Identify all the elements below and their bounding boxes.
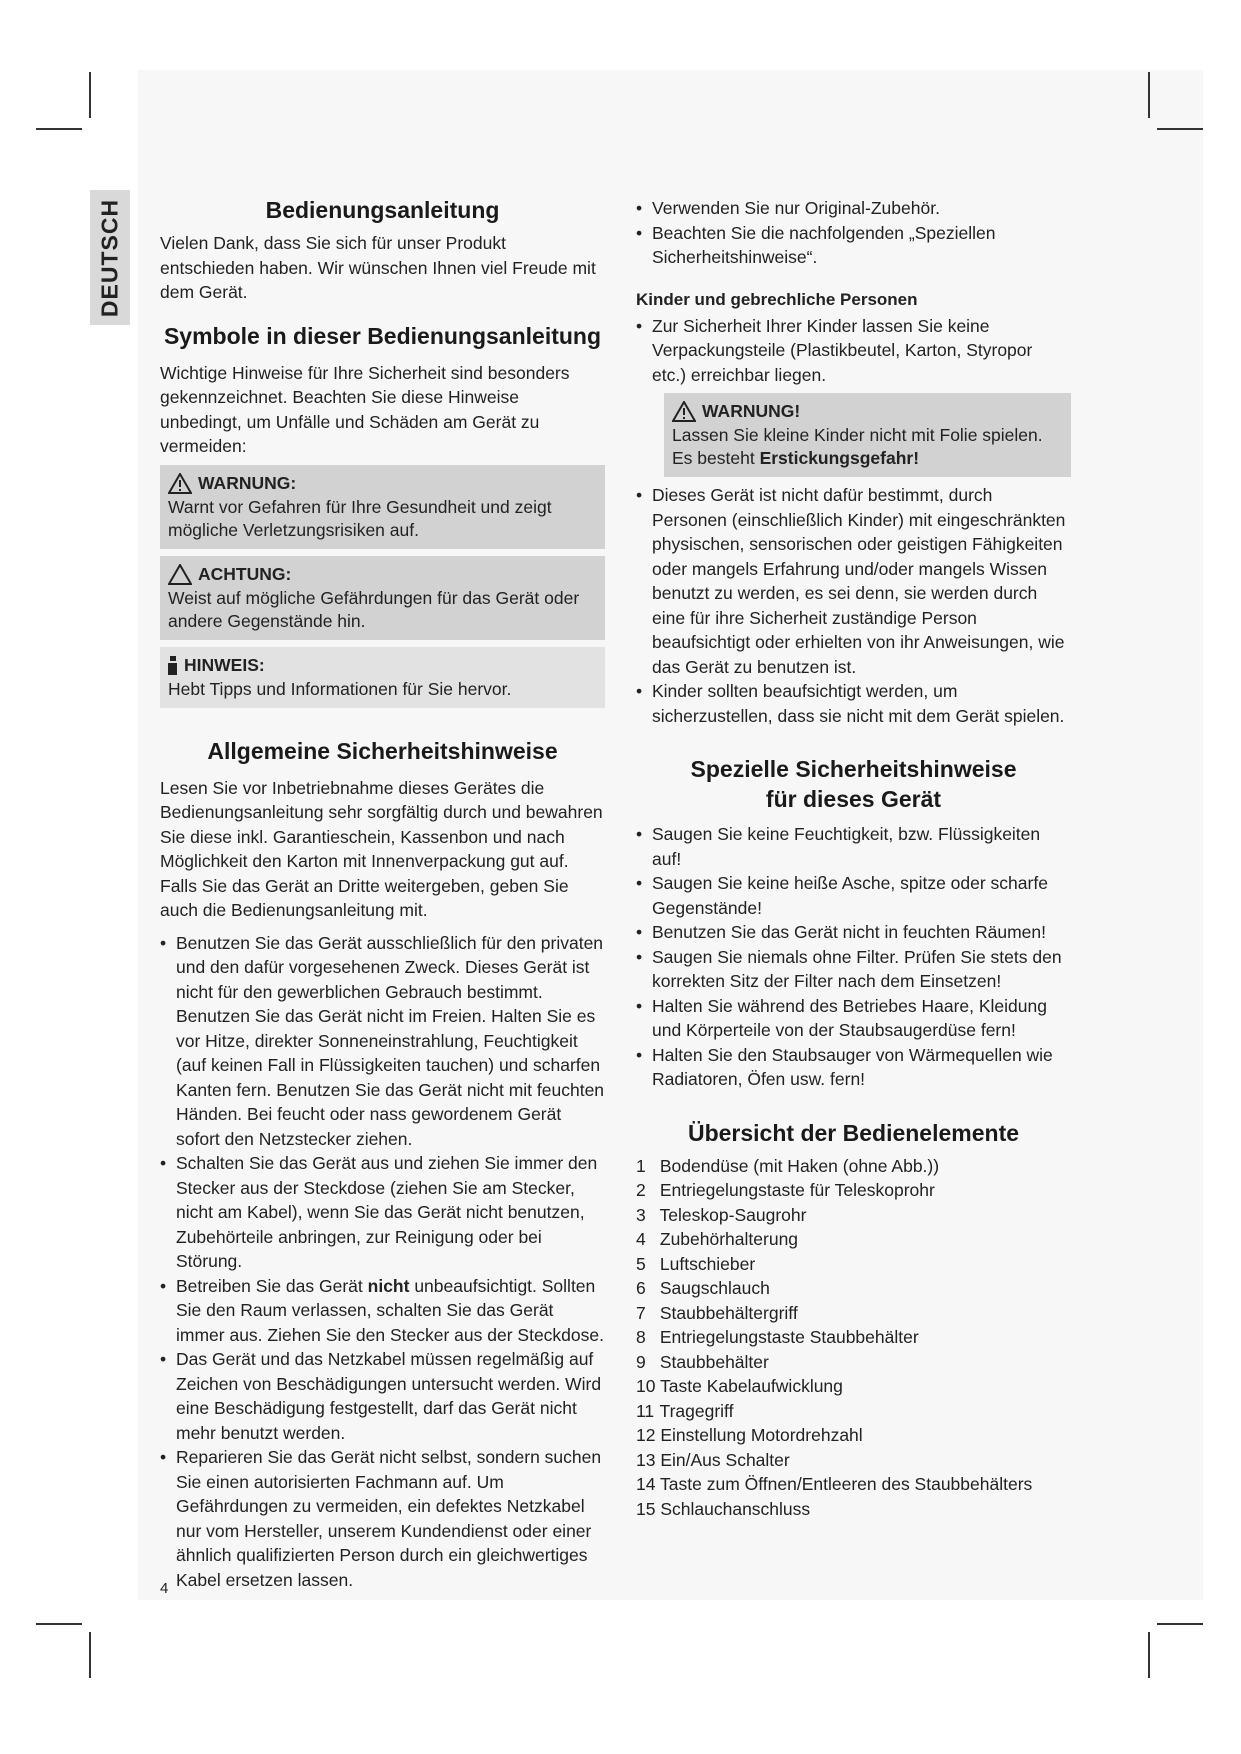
caution-label: ACHTUNG: bbox=[198, 563, 292, 584]
crop-mark bbox=[1157, 1623, 1203, 1625]
item-label: Einstellung Motordrehzahl bbox=[660, 1425, 863, 1445]
note-text: Hebt Tipps und Informationen für Sie hervor. bbox=[168, 678, 512, 699]
warning-text: Warnt vor Gefahren für Ihre Gesundheit und zeigt mögliche Verletzungsrisiken auf. bbox=[168, 496, 552, 540]
item-label: Staubbehältergriff bbox=[659, 1302, 798, 1323]
list-item-text: Betreiben Sie das Gerät bbox=[176, 1275, 368, 1296]
item-number: 2 bbox=[636, 1180, 646, 1200]
list-item: • Verwenden Sie nur Original-Zubehör. bbox=[636, 196, 1071, 221]
item-number: 6 bbox=[636, 1278, 646, 1298]
item-number: 13 bbox=[636, 1449, 656, 1470]
list-item bbox=[636, 1252, 1071, 1277]
list-item: • Reparieren Sie das Gerät nicht selbst, sondern suchen Sie einen autorisierten Fachmann auf. Um Gefährdungen zu vermeiden, ein defektes Netzkabel nur vom Hersteller, unserem Kundendienst oder einer ähnlich qualifizierten Person durch ein gleichwertiges Kabel ersetzen lassen. bbox=[160, 1445, 605, 1592]
item-number: 4 bbox=[636, 1229, 646, 1249]
item-number: 5 bbox=[636, 1253, 646, 1274]
list-item bbox=[636, 1301, 1071, 1326]
left-column bbox=[160, 195, 605, 1592]
list-item bbox=[636, 1423, 1071, 1448]
crop-mark bbox=[36, 1623, 82, 1625]
list-item: • Halten Sie während des Betriebes Haare, Kleidung und Körperteile von der Staubsaugerdüse fern! bbox=[636, 994, 1071, 1043]
item-number: 14 bbox=[636, 1474, 656, 1494]
children-warning-box bbox=[664, 393, 1071, 477]
crop-mark bbox=[1148, 1632, 1150, 1678]
language-tab bbox=[90, 190, 130, 325]
item-label: Zubehörhalterung bbox=[659, 1229, 799, 1249]
item-label: Taste Kabelaufwicklung bbox=[660, 1376, 843, 1396]
children-warning-text-bold: Erstickungsgefahr! bbox=[759, 448, 920, 468]
controls-overview-heading: Übersicht der Bedienelemente bbox=[687, 1119, 1020, 1146]
item-number: 3 bbox=[636, 1204, 646, 1225]
list-item: • Benutzen Sie das Gerät nicht in feuchten Räumen! bbox=[636, 920, 1071, 945]
item-label: Taste zum Öffnen/Entleeren des Staubbehälters bbox=[660, 1474, 1033, 1494]
item-number: 11 bbox=[636, 1400, 655, 1421]
page-title: Bedienungsanleitung bbox=[265, 197, 500, 223]
note-label: HINWEIS: bbox=[184, 654, 265, 675]
general-safety-list bbox=[160, 931, 605, 1593]
controls-overview-list bbox=[636, 1154, 1071, 1522]
caution-triangle-icon bbox=[168, 564, 192, 585]
right-column bbox=[636, 196, 1071, 1521]
item-label: Luftschieber bbox=[659, 1253, 756, 1274]
page-number: 4 bbox=[160, 1580, 169, 1597]
children-list-1 bbox=[636, 314, 1071, 388]
list-item: • Zur Sicherheit Ihrer Kinder lassen Sie keine Verpackungsteile (Plastikbeutel, Karton, Styropor etc.) erreichbar liegen. bbox=[636, 314, 1071, 388]
general-safety-intro: Lesen Sie vor Inbetriebnahme dieses Gerätes die Bedienungsanleitung sehr sorgfältig durch und bewahren Sie diese inkl. Garantieschein, Kassenbon und nach Möglichkeit den Karton mit Innenverpackung gut auf. Falls Sie das Gerät an Dritte weitergeben, geben Sie auch die Bedienungsanleitung mit. bbox=[160, 777, 603, 920]
item-number: 10 bbox=[636, 1376, 656, 1396]
list-item: • Das Gerät und das Netzkabel müssen regelmäßig auf Zeichen von Beschädigungen untersucht werden. Wird eine Beschädigung festgestellt, darf das Gerät nicht mehr benutzt werden. bbox=[160, 1347, 605, 1445]
note-head bbox=[168, 653, 597, 678]
list-item: • Beachten Sie die nachfolgenden „Speziellen Sicherheitshinweise“. bbox=[636, 221, 1071, 270]
item-label: Entriegelungstaste für Teleskoprohr bbox=[659, 1180, 935, 1200]
symbols-intro: Wichtige Hinweise für Ihre Sicherheit sind besonders gekennzeichnet. Beachten Sie diese Hinweise unbedingt, um Unfälle und Schäden am Gerät zu vermeiden: bbox=[160, 362, 570, 456]
warning-triangle-icon bbox=[168, 473, 192, 494]
list-item: • Benutzen Sie das Gerät ausschließlich für den privaten und den dafür vorgesehenen Zweck. Dieses Gerät ist nicht für den gewerblichen Gebrauch bestimmt. Benutzen Sie das Gerät nicht im Freien. Halten Sie es vor Hitze, direkter Sonneneinstrahlung, Feuchtigkeit (auf keinen Fall in Flüssigkeiten tauchen) und scharfen Kanten fern. Benutzen Sie das Gerät nicht mit feuchten Händen. Bei feucht oder nass gewordenem Gerät sofort den Netzstecker ziehen. bbox=[160, 931, 605, 1152]
special-safety-heading-line1: Spezielle Sicherheitshinweise bbox=[690, 756, 1017, 782]
list-item bbox=[160, 1274, 605, 1348]
children-heading: Kinder und gebrechliche Personen bbox=[636, 289, 918, 309]
special-safety-list bbox=[636, 822, 1071, 1092]
item-number: 9 bbox=[636, 1351, 646, 1372]
list-item bbox=[636, 1178, 1071, 1203]
caution-head bbox=[168, 562, 597, 587]
caution-box bbox=[160, 556, 605, 640]
list-item bbox=[636, 1399, 1071, 1424]
list-item bbox=[636, 1350, 1071, 1375]
list-item-emphasis: nicht bbox=[367, 1275, 410, 1296]
list-item: • Halten Sie den Staubsauger von Wärmequellen wie Radiatoren, Öfen usw. fern! bbox=[636, 1043, 1071, 1092]
item-label: Schlauchanschluss bbox=[660, 1498, 811, 1519]
warning-triangle-icon bbox=[672, 401, 696, 422]
item-label: Teleskop-Saugrohr bbox=[659, 1204, 807, 1225]
accessory-list bbox=[636, 196, 1071, 270]
children-warning-text-plain: Lassen Sie kleine Kinder nicht mit Folie spielen. Es besteht bbox=[672, 425, 1043, 468]
item-label: Bodendüse (mit Haken (ohne Abb.)) bbox=[659, 1155, 940, 1176]
language-tab-label: DEUTSCH bbox=[96, 198, 123, 317]
special-safety-heading-line2: für dieses Gerät bbox=[765, 786, 942, 812]
crop-mark bbox=[89, 72, 91, 118]
symbols-heading: Symbole in dieser Bedienungsanleitung bbox=[163, 322, 602, 349]
item-label: Staubbehälter bbox=[659, 1351, 769, 1372]
list-item: • Saugen Sie niemals ohne Filter. Prüfen Sie stets den korrekten Sitz der Filter nach dem Einsetzen! bbox=[636, 945, 1071, 994]
item-number: 15 bbox=[636, 1498, 656, 1519]
crop-mark bbox=[1148, 72, 1150, 118]
list-item: • Kinder sollten beaufsichtigt werden, um sicherzustellen, dass sie nicht mit dem Gerät spielen. bbox=[636, 679, 1071, 728]
list-item bbox=[636, 1276, 1071, 1301]
list-item: • Saugen Sie keine heiße Asche, spitze oder scharfe Gegenstände! bbox=[636, 871, 1071, 920]
item-label: Tragegriff bbox=[659, 1400, 734, 1421]
item-number: 7 bbox=[636, 1302, 646, 1323]
item-label: Saugschlauch bbox=[659, 1278, 770, 1298]
general-safety-heading: Allgemeine Sicherheitshinweise bbox=[207, 737, 558, 764]
item-number: 1 bbox=[636, 1155, 646, 1176]
item-label: Entriegelungstaste Staubbehälter bbox=[659, 1327, 919, 1347]
item-number: 8 bbox=[636, 1327, 646, 1347]
list-item bbox=[636, 1227, 1071, 1252]
info-icon bbox=[168, 656, 178, 675]
warning-label: WARNUNG: bbox=[198, 472, 297, 493]
crop-mark bbox=[36, 128, 82, 130]
crop-mark bbox=[89, 1632, 91, 1678]
intro-text: Vielen Dank, dass Sie sich für unser Produkt entschieden haben. Wir wünschen Ihnen viel Freude mit dem Gerät. bbox=[160, 233, 596, 302]
caution-text: Weist auf mögliche Gefährdungen für das Gerät oder andere Gegenstände hin. bbox=[168, 587, 580, 631]
note-box bbox=[160, 647, 605, 708]
list-item bbox=[636, 1325, 1071, 1350]
list-item: • Dieses Gerät ist nicht dafür bestimmt, durch Personen (einschließlich Kinder) mit eingeschränkten physischen, sensorischen oder geistigen Fähigkeiten oder mangels Erfahrung und/oder mangels Wissen benutzt zu werden, es sei denn, sie werden durch eine für ihre Sicherheit zuständige Person beaufsichtigt oder erhielten von ihr Anweisungen, wie das Gerät zu benutzen ist. bbox=[636, 483, 1071, 679]
list-item bbox=[636, 1497, 1071, 1522]
item-label: Ein/Aus Schalter bbox=[660, 1449, 790, 1470]
list-item: • Saugen Sie keine Feuchtigkeit, bzw. Flüssigkeiten auf! bbox=[636, 822, 1071, 871]
children-warning-text bbox=[672, 424, 1063, 470]
children-warning-label: WARNUNG! bbox=[702, 401, 801, 421]
list-item bbox=[636, 1154, 1071, 1179]
warning-head bbox=[168, 471, 597, 496]
item-number: 12 bbox=[636, 1425, 656, 1445]
list-item bbox=[636, 1203, 1071, 1228]
list-item bbox=[636, 1472, 1071, 1497]
children-list-2 bbox=[636, 483, 1071, 728]
list-item bbox=[636, 1374, 1071, 1399]
children-warning-head bbox=[672, 399, 1063, 424]
list-item-text: unbeaufsichtigt. Sollten Sie den Raum verlassen, schalten Sie das Gerät immer aus. Ziehen Sie den Stecker aus der Steckdose. bbox=[176, 1275, 604, 1345]
list-item: • Schalten Sie das Gerät aus und ziehen Sie immer den Stecker aus der Steckdose (ziehen Sie am Stecker, nicht am Kabel), wenn Sie das Gerät nicht benutzen, Zubehörteile anbringen, zur Reinigung oder bei Störung. bbox=[160, 1151, 605, 1274]
warning-box bbox=[160, 465, 605, 549]
list-item bbox=[636, 1448, 1071, 1473]
crop-mark bbox=[1157, 128, 1203, 130]
